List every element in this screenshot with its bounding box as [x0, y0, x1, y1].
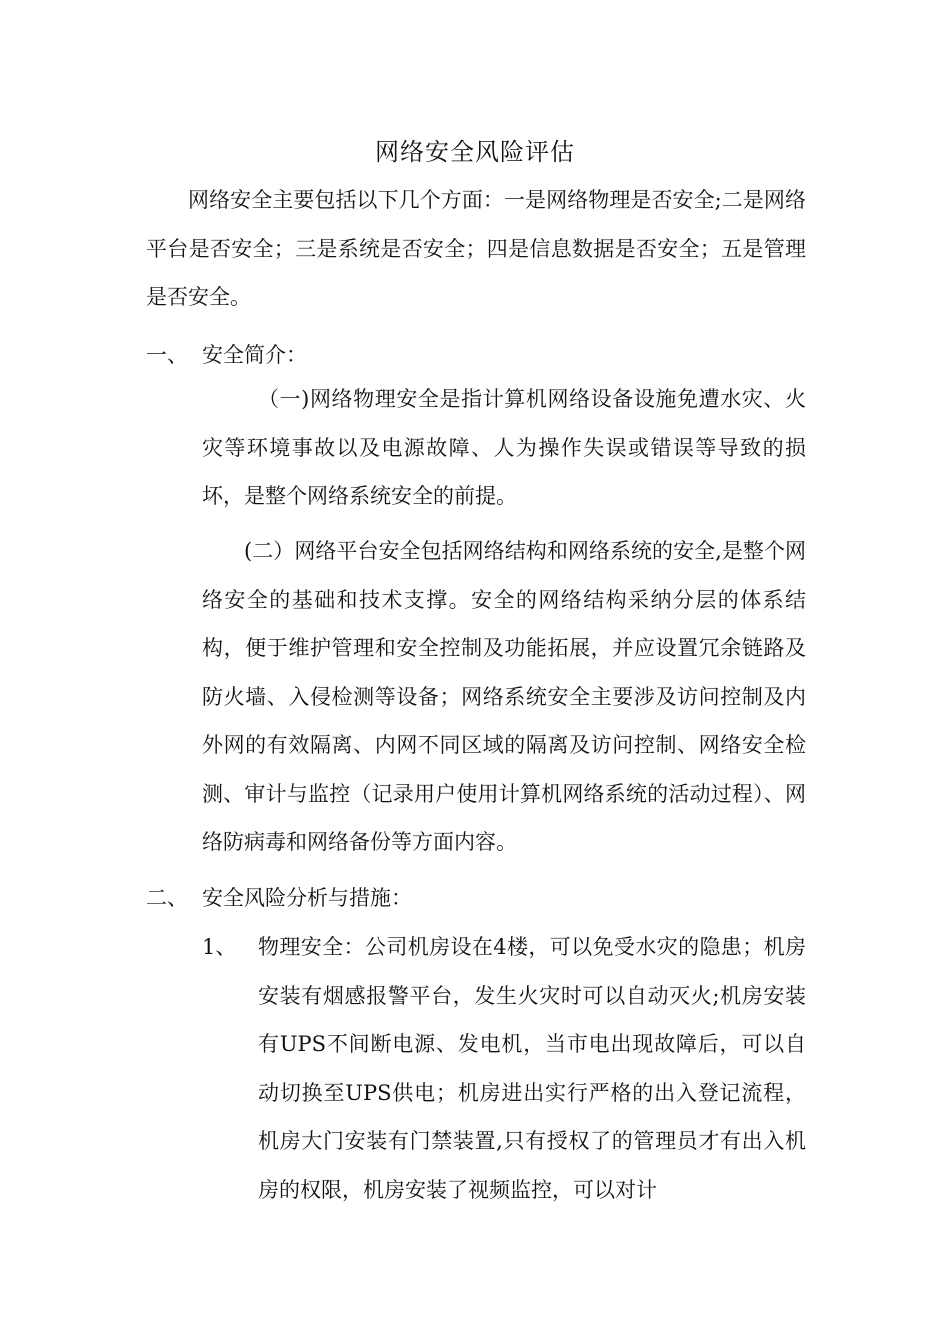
document-title: 网络安全风险评估: [375, 138, 575, 166]
section-heading-text: 安全简介：: [202, 343, 307, 367]
list-item-text: 物理安全：公司机房设在4楼，可以免受水灾的隐患；机房安装有烟感报警平台，发生火灾时可以自动灭火;机房安装有UPS不间断电源、发电机，当市电出现故障后，可以自动切换至UPS供电；机房进出实行严格的出入登记流程，机房大门安装有门禁装置,只有授权了的管理员才有出入机房的权限，机房安装了视频监控，可以对计: [258, 935, 806, 1202]
section-heading-1: [146, 339, 307, 371]
section-heading-2: [146, 882, 412, 914]
section-number: 二、: [146, 886, 188, 910]
list-item-number: 1、: [202, 935, 237, 959]
intro-paragraph: 网络安全主要包括以下几个方面：一是网络物理是否安全;二是网络平台是否安全；三是系统是否安全；四是信息数据是否安全；五是管理是否安全。: [146, 188, 806, 309]
section1-paragraph-1: （一)网络物理安全是指计算机网络设备设施免遭水灾、火灾等环境事故以及电源故障、人为操作失误或错误等导致的损坏，是整个网络系统安全的前提。: [202, 387, 806, 508]
section-heading-text: 安全风险分析与措施：: [202, 886, 412, 910]
section-number: 一、: [146, 343, 188, 367]
section1-paragraph-2: (二）网络平台安全包括网络结构和网络系统的安全,是整个网络安全的基础和技术支撑。安全的网络结构采纳分层的体系结构，便于维护管理和安全控制及功能拓展，并应设置冗余链路及防火墙、入侵检测等设备；网络系统安全主要涉及访问控制及内外网的有效隔离、内网不同区域的隔离及访问控制、网络安全检测、审计与监控（记录用户使用计算机网络系统的活动过程）、网络防病毒和网络备份等方面内容。: [202, 539, 806, 854]
